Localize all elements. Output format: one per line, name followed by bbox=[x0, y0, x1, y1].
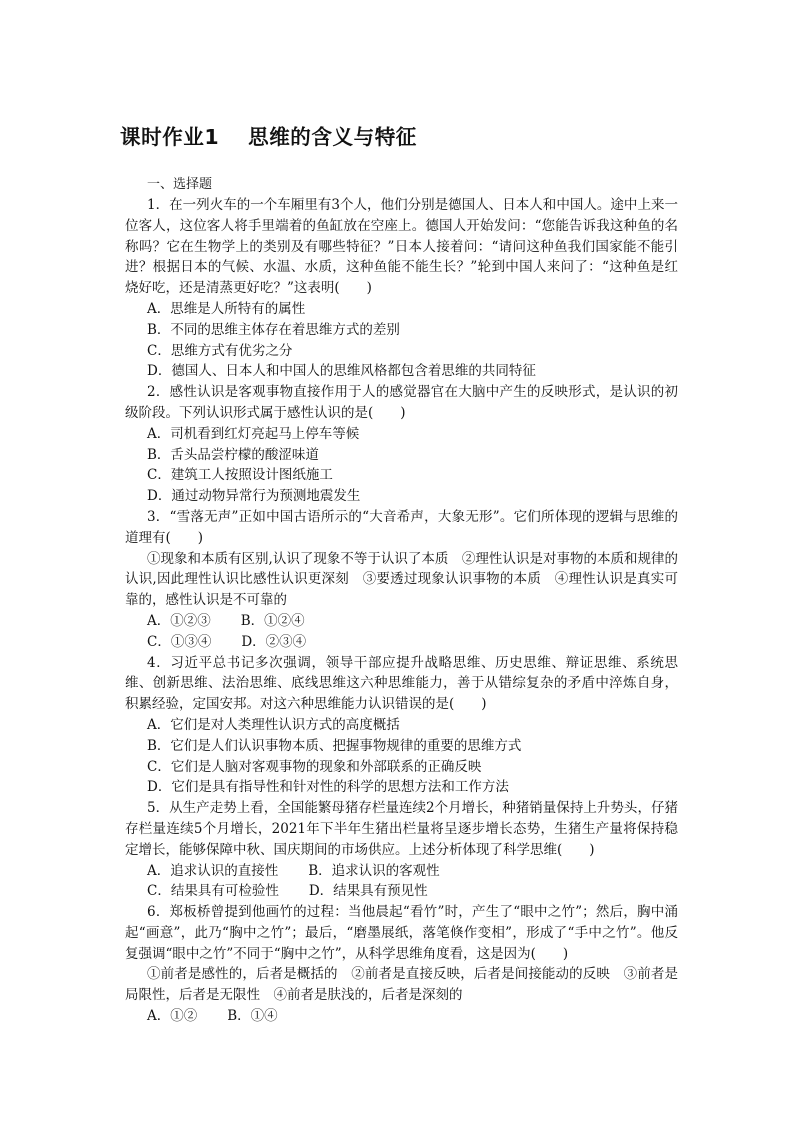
page-title: 课时作业1 思维的含义与特征 bbox=[120, 125, 417, 149]
option-b: B．舌头品尝柠檬的酸涩味道 bbox=[147, 446, 319, 463]
option-d: D．通过动物异常行为预测地震发生 bbox=[147, 488, 361, 505]
section-heading: 一、选择题 bbox=[147, 177, 213, 192]
content bbox=[125, 173, 678, 1027]
question-1 bbox=[125, 195, 678, 382]
question-6 bbox=[125, 902, 678, 1027]
option-a: A．追求认识的直接性 bbox=[147, 862, 279, 879]
question-4 bbox=[125, 653, 678, 799]
option-d: D．德国人、日本人和中国人的思维风格都包含着思维的共同特征 bbox=[147, 363, 536, 380]
question-2 bbox=[125, 382, 678, 507]
option-a: A．思维是人所特有的属性 bbox=[147, 300, 306, 317]
option-c: C．建筑工人按照设计图纸施工 bbox=[147, 467, 333, 484]
question-5 bbox=[125, 798, 678, 902]
option-row bbox=[125, 632, 678, 653]
option-c: C．①③④ bbox=[147, 633, 212, 650]
option-a: A．它们是对人类理性认识方式的高度概括 bbox=[147, 716, 400, 733]
option-a: A．①② bbox=[147, 1008, 198, 1025]
option-row bbox=[125, 861, 678, 882]
option-row bbox=[125, 881, 678, 902]
option-d: D．它们是具有指导性和针对性的科学的思想方法和工作方法 bbox=[147, 779, 509, 796]
question-3 bbox=[125, 507, 678, 653]
statement-list: ①前者是感性的，后者是概括的 ②前者是直接反映，后者是间接能动的反映 ③前者是局限性，后者是无限性 ④前者是肤浅的，后者是深刻的 bbox=[125, 966, 678, 1004]
option-b: B．①②④ bbox=[240, 612, 305, 629]
option-c: C．思维方式有优劣之分 bbox=[147, 342, 293, 359]
statement-list: ①现象和本质有区别,认识了现象不等于认识了本质 ②理性认识是对事物的本质和规律的认识,因此理性认识比感性认识更深刻 ③要透过现象认识事物的本质 ④理性认识是真实可靠的，感性认识是不可靠的 bbox=[125, 550, 678, 609]
option-a: A．①②③ bbox=[147, 612, 211, 629]
question-stem: 1．在一列火车的一个车厢里有3个人，他们分别是德国人、日本人和中国人。途中上来一位客人，这位客人将手里端着的鱼缸放在空座上。德国人开始发问：“您能告诉我这种鱼的名称吗？它在生物学上的类别及有哪些特征？”日本人接着问：“请问这种鱼我们国家能不能引进？根据日本的气候、水温、水质，这种鱼能不能生长？”轮到中国人来问了：“这种鱼是红烧好吃，还是清蒸更好吃？”这表明( ) bbox=[125, 197, 678, 297]
option-a: A．司机看到红灯亮起马上停车等候 bbox=[147, 425, 360, 442]
question-stem: 4．习近平总书记多次强调，领导干部应提升战略思维、历史思维、辩证思维、系统思维、创新思维、法治思维、底线思维这六种思维能力，善于从错综复杂的矛盾中淬炼自身，积累经验，定国安邦。对这六种思维能力认识错误的是( ) bbox=[125, 654, 678, 713]
option-d: D．②③④ bbox=[241, 633, 307, 650]
question-stem: 6．郑板桥曾提到他画竹的过程：当他晨起“看竹”时，产生了“眼中之竹”；然后，胸中涌起“画意”，此乃“胸中之竹”；最后，“磨墨展纸，落笔倏作变相”，形成了“手中之竹”。他反复强调“眼中之竹”不同于“胸中之竹”，从科学思维角度看，这是因为( ) bbox=[125, 904, 678, 962]
option-row bbox=[125, 611, 678, 632]
question-stem: 3．“雪落无声”正如中国古语所示的“大音希声，大象无形”。它们所体现的逻辑与思维的道理有( ) bbox=[125, 508, 678, 546]
option-row bbox=[125, 1006, 678, 1027]
option-b: B．追求认识的客观性 bbox=[308, 862, 440, 879]
question-stem: 5．从生产走势上看，全国能繁母猪存栏量连续2个月增长，种猪销量保持上升势头，仔猪存栏量连续5个月增长，2021年下半年生猪出栏量将呈逐步增长态势，生猪生产量将保持稳定增长，能够保障中秋、国庆期间的市场供应。上述分析体现了科学思维( ) bbox=[125, 800, 678, 858]
question-stem: 2．感性认识是客观事物直接作用于人的感觉器官在大脑中产生的反映形式，是认识的初级阶段。下列认识形式属于感性认识的是( ) bbox=[125, 384, 678, 421]
option-d: D．结果具有预见性 bbox=[308, 883, 428, 900]
option-b: B．它们是人们认识事物本质、把握事物规律的重要的思维方式 bbox=[147, 737, 522, 754]
option-b: B．不同的思维主体存在着思维方式的差别 bbox=[147, 321, 400, 338]
option-b: B．①④ bbox=[227, 1008, 278, 1025]
option-c: C．结果具有可检验性 bbox=[147, 883, 279, 900]
option-c: C．它们是人脑对客观事物的现象和外部联系的正确反映 bbox=[147, 758, 482, 775]
